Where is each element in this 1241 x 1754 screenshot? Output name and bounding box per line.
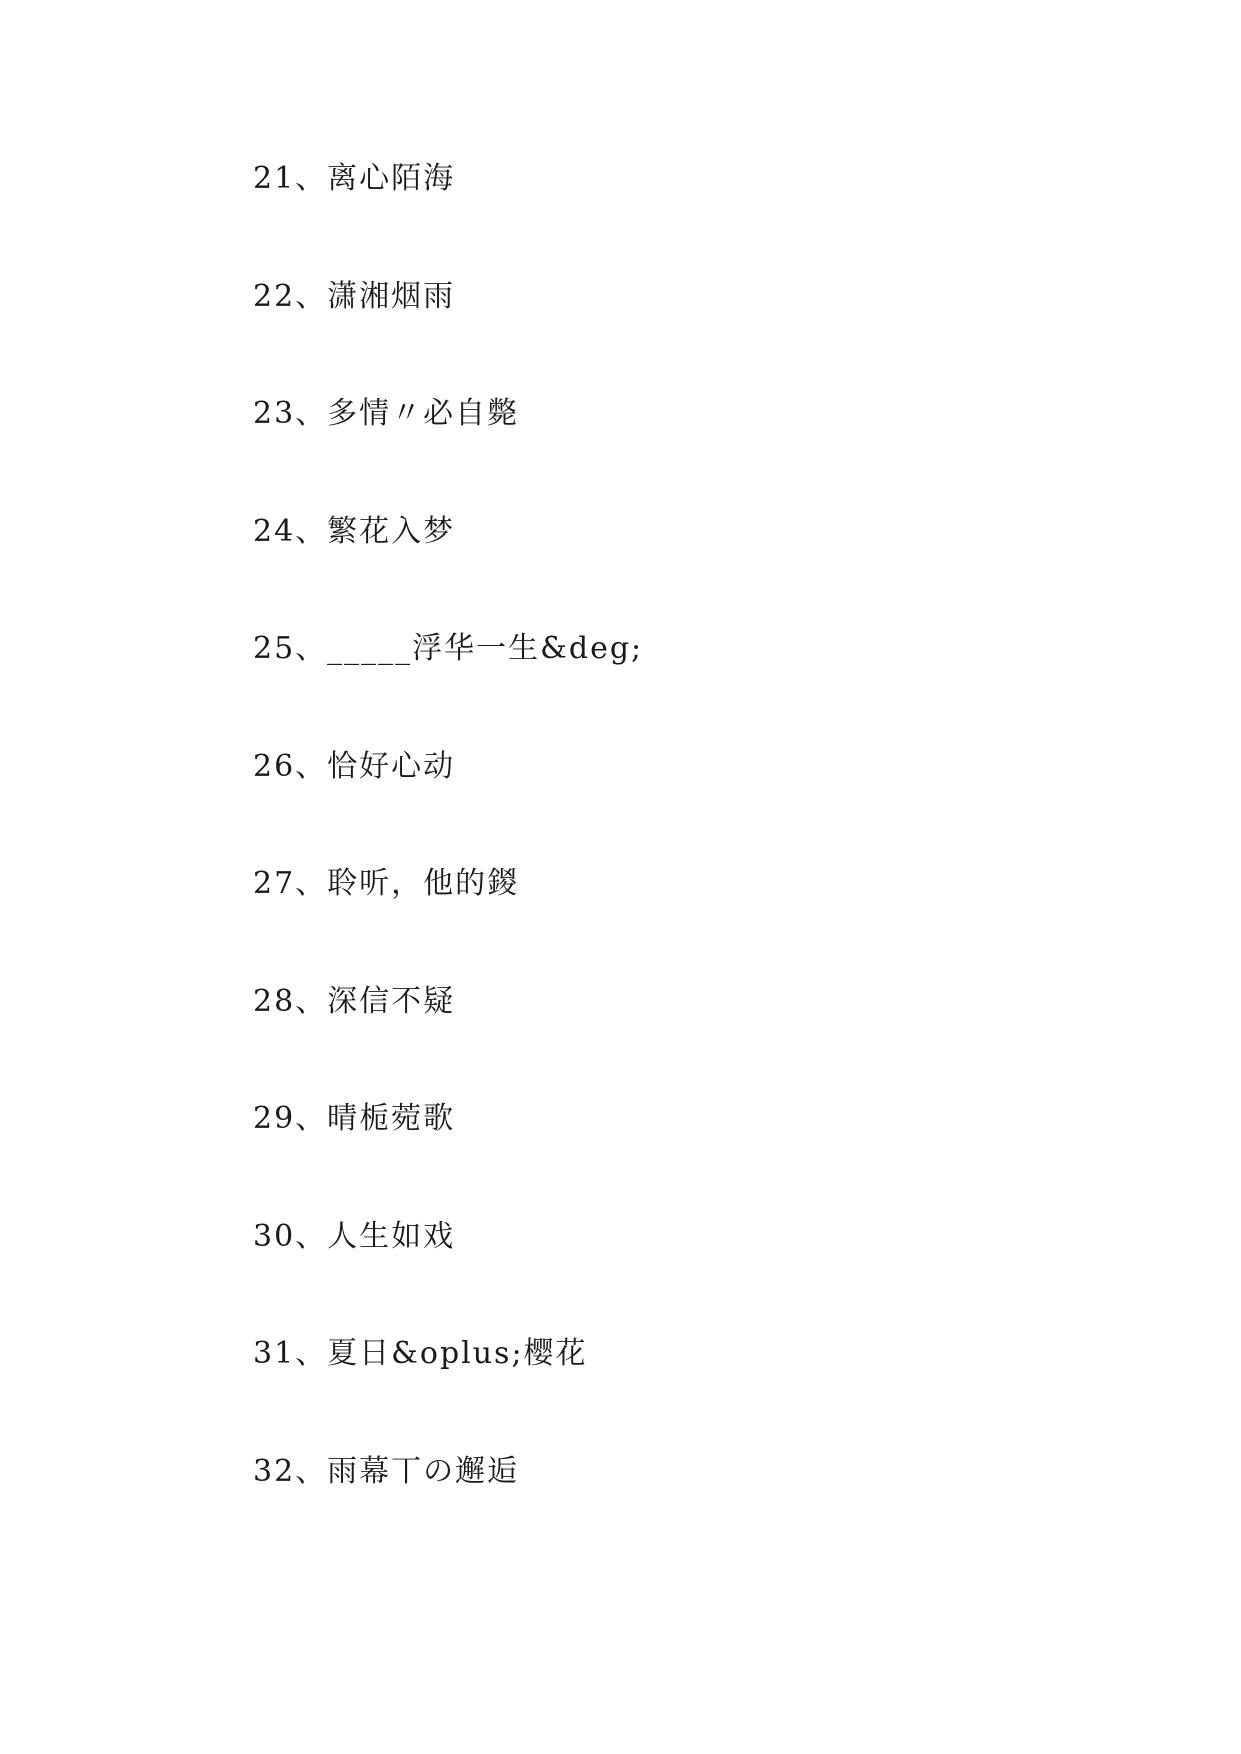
list-item: 29、晴栀菀歌 [253, 1101, 456, 1136]
list-item: 30、人生如戏 [253, 1218, 456, 1254]
list-item: 26、恰好心动 [253, 748, 456, 784]
list-item: 28、深信不疑 [253, 983, 456, 1019]
list-item: 21、离心陌海 [253, 161, 456, 196]
list-item: 23、多情〃必自斃 [253, 396, 520, 431]
list-item: 25、_____浮华一生&deg; [253, 631, 644, 666]
list-item: 27、聆听，他的鍐 [253, 866, 520, 901]
list-item: 24、繁花入梦 [253, 513, 456, 549]
list-item: 32、雨幕丅の邂逅 [253, 1453, 520, 1489]
list-item: 31、夏日&oplus;樱花 [253, 1336, 588, 1371]
list-item: 22、潇湘烟雨 [253, 278, 456, 314]
nickname-list [253, 158, 643, 1568]
